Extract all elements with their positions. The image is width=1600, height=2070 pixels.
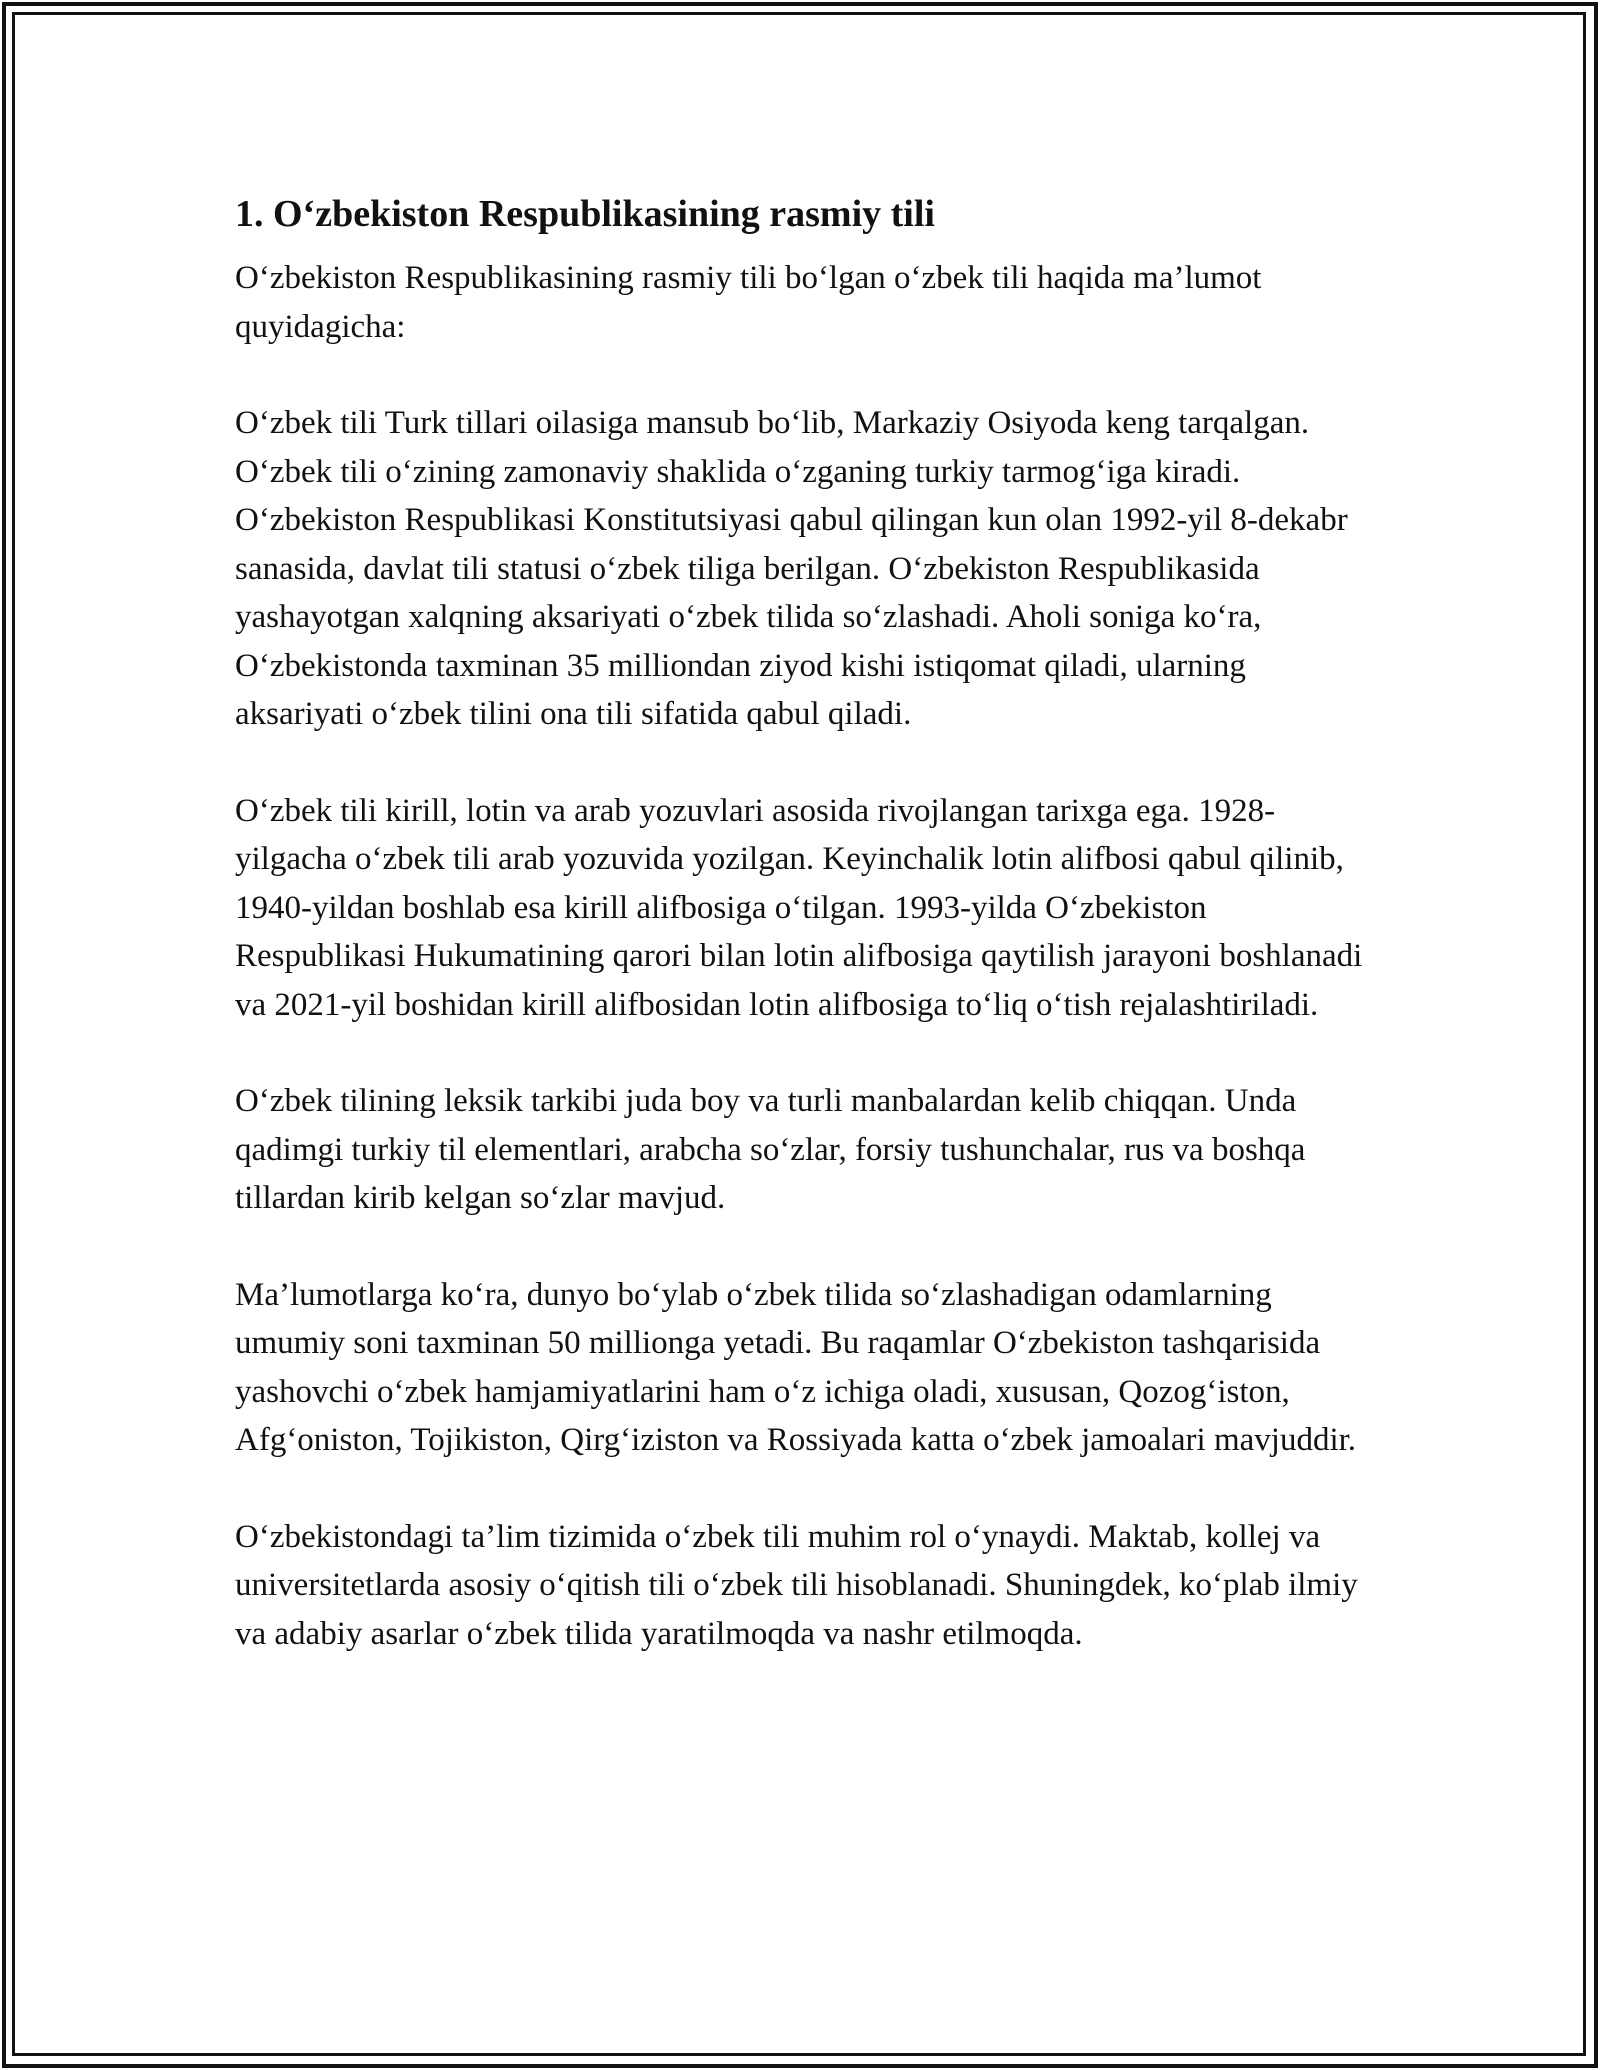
intro-paragraph: O‘zbekiston Respublikasining rasmiy tili bo‘lgan o‘zbek tili haqida ma’lumot quyidagicha: xyxy=(235,260,1262,345)
section-title: 1. O‘zbekiston Respublikasining rasmiy tili xyxy=(235,193,935,235)
paragraph-speakers: Ma’lumotlarga ko‘ra, dunyo bo‘ylab o‘zbek tilida so‘zlashadigan odamlarning umumiy soni taxminan 50 millionga yetadi. Bu raqamlar O‘zbekiston tashqarisida yashovchi o‘zbek hamjamiyatlarini ham o‘z ichiga oladi, xususan, Qozog‘iston, Afg‘oniston, Tojikiston, Qirg‘iziston va Rossiyada katta o‘zbek jamoalari mavjuddir. xyxy=(235,1276,1357,1458)
paragraph-education: O‘zbekistondagi ta’lim tizimida o‘zbek tili muhim rol o‘ynaydi. Maktab, kollej va universitetlarda asosiy o‘qitish tili o‘zbek tili hisoblanadi. Shuningdek, ko‘plab ilmiy va adabiy asarlar o‘zbek tilida yaratilmoqda va nashr etilmoqda. xyxy=(235,1518,1358,1652)
paragraph-language-family: O‘zbek tili Turk tillari oilasiga mansub bo‘lib, Markaziy Osiyoda keng tarqalgan. O‘zbek tili o‘zining zamonaviy shaklida o‘zganing turkiy tarmog‘iga kiradi. O‘zbekiston Respublikasi Konstitutsiyasi qabul qilingan kun olan 1992-yil 8-dekabr sanasida, davlat tili statusi o‘zbek tiliga berilgan. O‘zbekiston Respublikasida yashayotgan xalqning aksariyati o‘zbek tilida so‘zlashadi. Aholi soniga ko‘ra, O‘zbekistonda taxminan 35 milliondan ziyod kishi istiqomat qiladi, ularning aksariyati o‘zbek tilini ona tili sifatida qabul qiladi. xyxy=(235,405,1348,732)
document-body xyxy=(235,188,1380,1706)
paragraph-writing-systems: O‘zbek tili kirill, lotin va arab yozuvlari asosida rivojlangan tarixga ega. 1928-yilgacha o‘zbek tili arab yozuvida yozilgan. Keyinchalik lotin alifbosi qabul qilinib, 1940-yildan boshlab esa kirill alifbosiga o‘tilgan. 1993-yilda O‘zbekiston Respublikasi Hukumatining qarori bilan lotin alifbosiga qaytilish jarayoni boshlanadi va 2021-yil boshidan kirill alifbosidan lotin alifbosiga to‘liq o‘tish rejalashtiriladi. xyxy=(235,792,1363,1023)
paragraph-lexicon: O‘zbek tilining leksik tarkibi juda boy va turli manbalardan kelib chiqqan. Unda qadimgi turkiy til elementlari, arabcha so‘zlar, forsiy tushunchalar, rus va boshqa tillardan kirib kelgan so‘zlar mavjud. xyxy=(235,1083,1306,1216)
